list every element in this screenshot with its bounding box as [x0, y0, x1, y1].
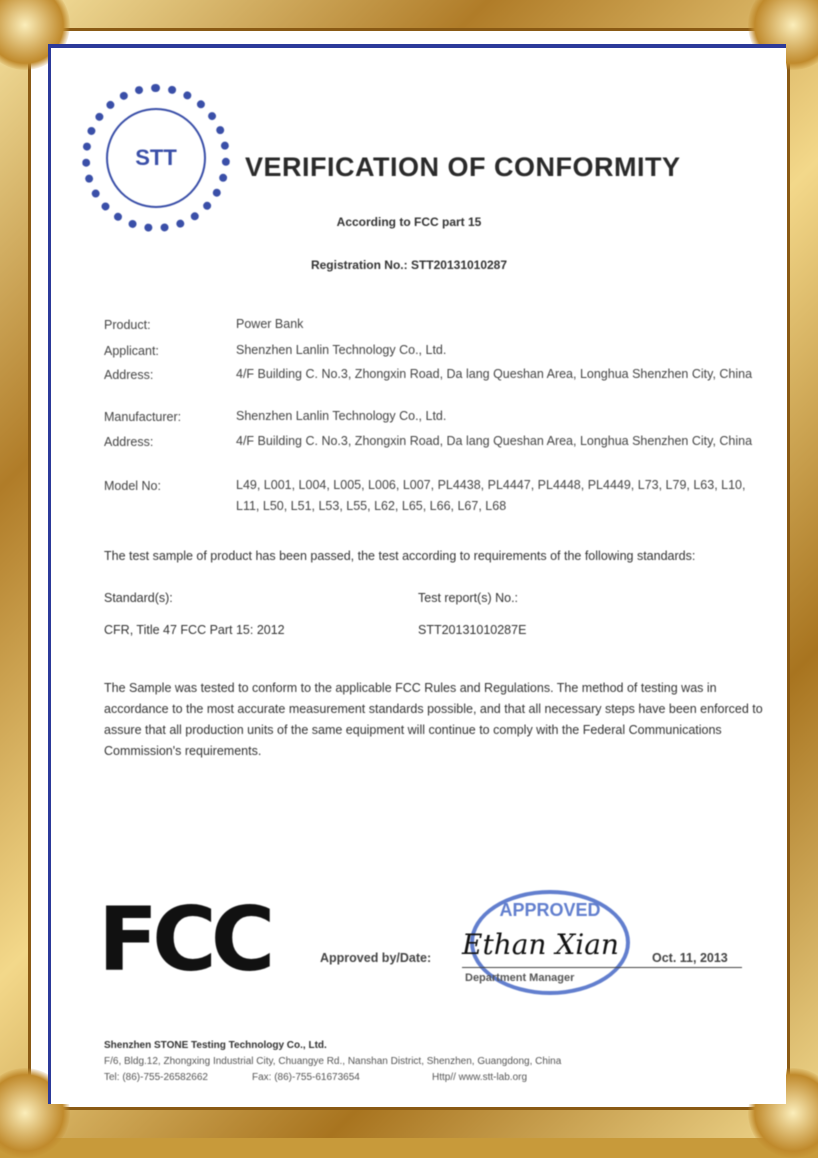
field-value: 4/F Building C. No.3, Zhongxin Road, Da lang Queshan Area, Longhua Shenzhen City, China: [236, 367, 753, 381]
intro-text: The test sample of product has been passed, the test according to requirements of the following standards:: [104, 549, 696, 563]
standards-header: Standard(s):: [104, 591, 173, 605]
field-label: Model No:: [104, 479, 161, 493]
department: Department Manager: [465, 972, 575, 984]
stt-logo-text: STT: [106, 108, 206, 208]
field-label: Address:: [104, 435, 154, 449]
according-to: According to FCC part 15: [336, 215, 482, 229]
signature-line: [462, 967, 742, 968]
field-value: L49, L001, L004, L005, L006, L007, PL4438, PL4447, PL4448, PL4449, L73, L79, L63, L10, L11, L50, L51, L53, L55, L62, L65, L66, L67, L68: [236, 478, 746, 513]
approval-stamp: APPROVED: [470, 890, 630, 995]
report-header: Test report(s) No.:: [418, 591, 519, 605]
certificate-title: VERIFICATION OF CONFORMITY: [245, 152, 681, 182]
footer-fax: Fax: (86)-755-61673654: [252, 1072, 360, 1083]
approval-date: Oct. 11, 2013: [652, 951, 728, 965]
footer-address: F/6, Bldg.12, Zhongxing Industrial City, Chuangye Rd., Nanshan District, Shenzhen, Guangdong, China: [104, 1056, 562, 1067]
registration-number: Registration No.: STT20131010287: [310, 258, 508, 272]
field-value: Shenzhen Lanlin Technology Co., Ltd.: [236, 343, 447, 357]
fcc-logo: FCC: [98, 888, 270, 991]
field-label: Address:: [104, 368, 154, 382]
standard-value: CFR, Title 47 FCC Part 15: 2012: [104, 623, 285, 637]
stt-logo-seal: [82, 84, 230, 232]
field-label: Manufacturer:: [104, 410, 182, 424]
footer-tel: Tel: (86)-755-26582662: [104, 1072, 208, 1083]
signature: Ethan Xian: [462, 928, 619, 961]
field-label: Applicant:: [104, 344, 159, 358]
footer-web: Http// www.stt-lab.org: [432, 1072, 528, 1083]
report-value: STT20131010287E: [418, 623, 527, 637]
field-value: Power Bank: [236, 317, 304, 331]
conformity-statement: The Sample was tested to conform to the applicable FCC Rules and Regulations. The method of testing was in accordance to the most accurate measurement standards possible, and that all necessary steps have been enforced to assure that all production units of the same equipment will continue to comply with the Federal Communications Commission's requirements.: [104, 681, 763, 758]
approved-label: Approved by/Date:: [320, 951, 432, 965]
footer-company: Shenzhen STONE Testing Technology Co., Ltd.: [104, 1040, 327, 1051]
field-label: Product:: [104, 318, 151, 332]
field-value: Shenzhen Lanlin Technology Co., Ltd.: [236, 409, 447, 423]
field-value: 4/F Building C. No.3, Zhongxin Road, Da lang Queshan Area, Longhua Shenzhen City, China: [236, 434, 753, 448]
